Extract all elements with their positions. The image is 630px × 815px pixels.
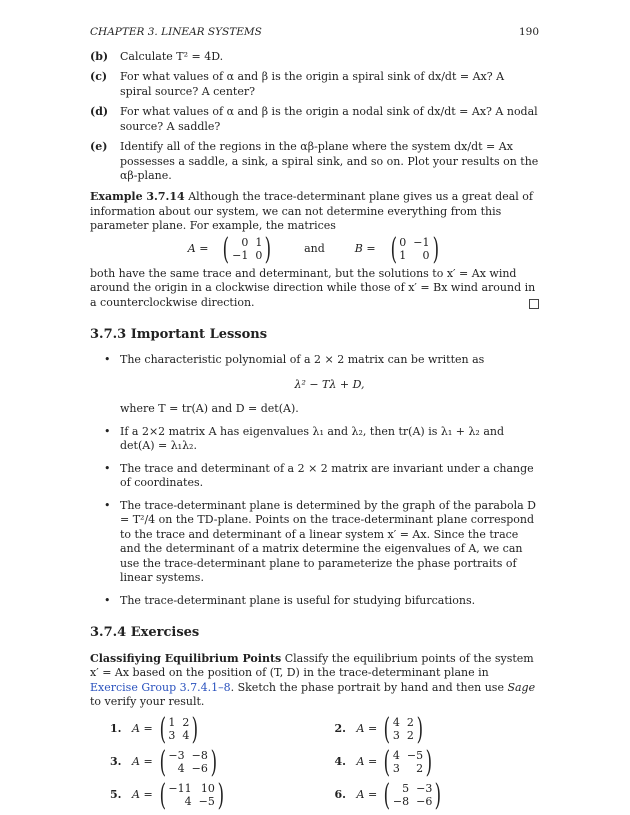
example-matrices: A = ( 0 1 −1 0 ) and B = ( 0 −1 1 0 ) bbox=[90, 236, 539, 263]
subitem-e: (e) Identify all of the regions in the αβ-plane where the system dx/dt = Ax possesses a saddle, a sink, a spiral sink, and so on. Plot your results on the αβ-plane. bbox=[90, 140, 539, 183]
exercise-4: 4. A = ( 4 −5 3 2 ) bbox=[334, 744, 433, 780]
lessons-list bbox=[90, 353, 539, 608]
bullet-icon: • bbox=[104, 498, 111, 512]
char-polynomial: λ² − Tλ + D, bbox=[294, 377, 365, 391]
exercise-5: 5. A = ( −11 10 4 −5 ) bbox=[110, 777, 224, 813]
subitem-c: (c) For what values of α and β is the origin a spiral sink of dx/dt = Ax? A spiral source? A center? bbox=[90, 70, 505, 98]
exercise-group-link[interactable]: Exercise Group 3.7.4.1–8 bbox=[90, 680, 231, 694]
list-item: • If a 2×2 matrix A has eigenvalues λ₁ and λ₂, then tr(A) is λ₁ + λ₂ and det(A) = λ₁λ₂. bbox=[104, 424, 505, 453]
qed-square-icon bbox=[529, 299, 539, 309]
exercise-list bbox=[90, 711, 539, 813]
example-title: Example 3.7.14 bbox=[90, 189, 185, 203]
chapter-title: CHAPTER 3. LINEAR SYSTEMS bbox=[90, 26, 262, 38]
example-3-7-14 bbox=[90, 190, 539, 310]
exercise-group-title: Classifiying Equilibrium Points bbox=[90, 651, 282, 665]
exercise-3: 3. A = ( −3 −8 4 −6 ) bbox=[110, 744, 217, 780]
list-item: • The characteristic polynomial of a 2 × 2 matrix can be written as λ² − Tλ + D, where T = tr(A) and D = det(A). bbox=[90, 353, 539, 417]
matrix-a: ( 0 1 −1 0 ) bbox=[223, 231, 272, 267]
subitem-b: (b) Calculate T² = 4D. bbox=[90, 49, 224, 63]
bullet-icon: • bbox=[104, 593, 111, 607]
bullet-icon: • bbox=[104, 353, 111, 367]
running-header bbox=[90, 26, 539, 40]
exercise-subitems bbox=[90, 50, 539, 184]
subitem-d: (d) For what values of α and β is the origin a nodal sink of dx/dt = Ax? A nodal source? A saddle? bbox=[90, 105, 538, 133]
section-heading-lessons: 3.7.3 Important Lessons bbox=[90, 327, 268, 343]
example-outro: both have the same trace and determinant, but the solutions to x′ = Ax wind around the origin in a clockwise direction while those of x′ = Bx wind around in a counterclockwise direction. bbox=[90, 266, 536, 309]
exercise-group-intro: Classifiying Equilibrium Points Classify the equilibrium points of the system x′ = Ax based on the position of (T, D) in the trace-determinant plane in Exercise Group 3.7.4.1–8. Sketch the phase portrait by hand and then use Sage to verify your result. bbox=[90, 651, 536, 709]
exercise-1: 1. A = ( 1 2 3 4 ) bbox=[110, 711, 199, 747]
document-page bbox=[90, 26, 539, 813]
bullet-icon: • bbox=[104, 424, 111, 438]
page-number: 190 bbox=[518, 26, 539, 38]
section-heading-exercises: 3.7.4 Exercises bbox=[90, 625, 200, 641]
list-item: • The trace-determinant plane is useful for studying bifurcations. bbox=[104, 593, 476, 607]
exercise-6: 6. A = ( 5 −3 −8 −6 ) bbox=[334, 777, 442, 813]
exercise-2: 2. A = ( 4 2 3 2 ) bbox=[334, 711, 423, 747]
matrix-b: ( 0 −1 1 0 ) bbox=[390, 231, 439, 267]
bullet-icon: • bbox=[104, 461, 111, 475]
list-item: • The trace-determinant plane is determined by the graph of the parabola D = T²/4 on the TD-plane. Points on the trace-determinant plane correspond to the trace and determinant of a linear system x′ = Ax. Since the trace and the determinant of a matrix determine the eigenvalues of A, we can use the trace-determinant plane to parameterize the phase portraits of linear systems. bbox=[104, 498, 536, 585]
list-item: • The trace and determinant of a 2 × 2 matrix are invariant under a change of coordinates. bbox=[104, 461, 534, 490]
example-intro: Although the trace-determinant plane gives us a great deal of information about our system, we can not determine everything from this parameter plane. For example, the matrices bbox=[90, 189, 533, 233]
